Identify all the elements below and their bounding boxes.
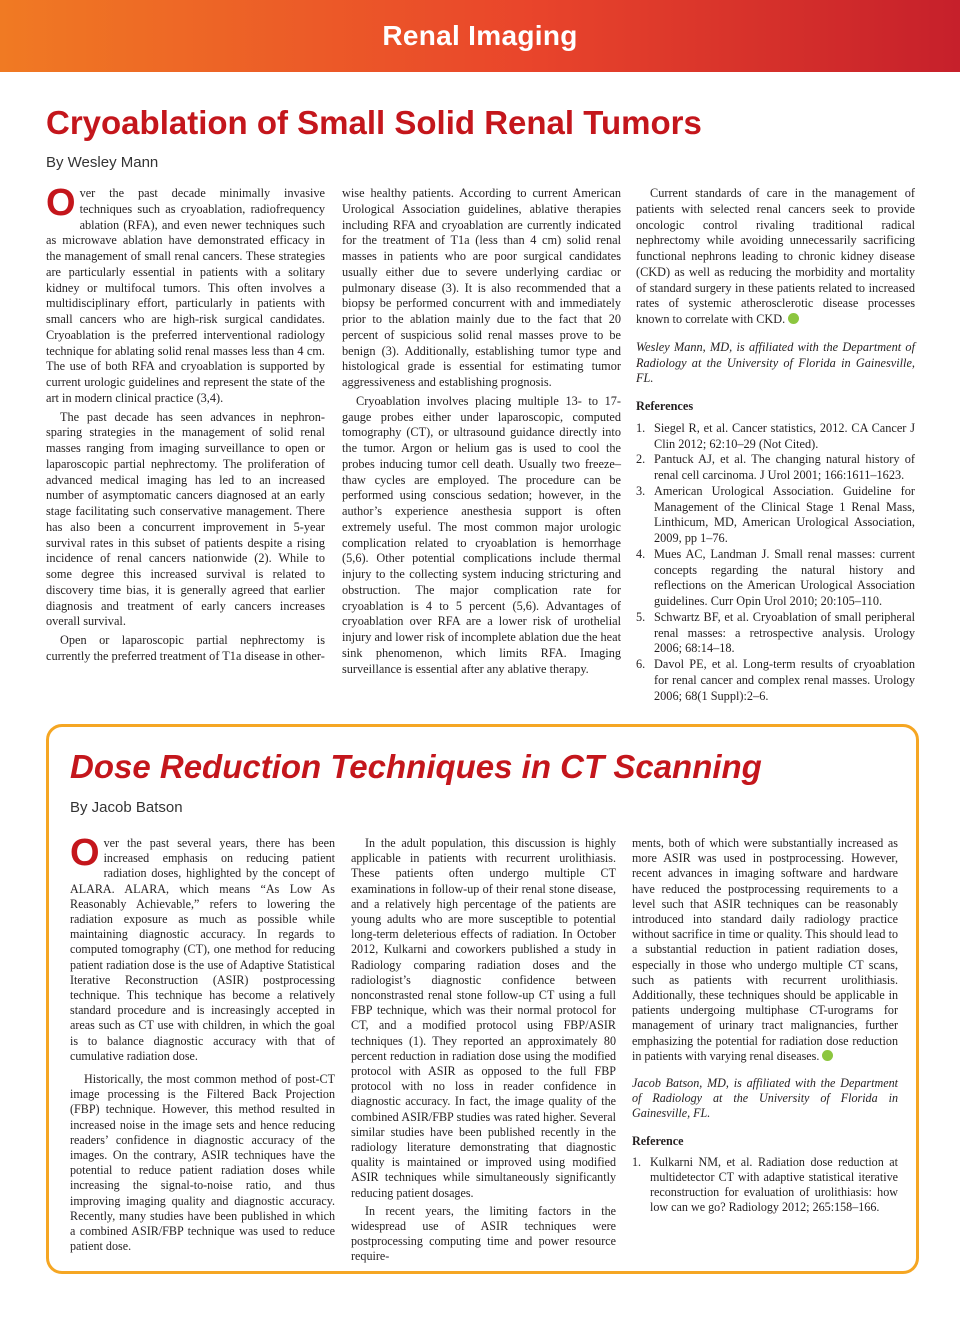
section-banner	[0, 0, 960, 72]
article1-references-heading: References	[636, 399, 694, 413]
article2-column-2	[351, 836, 616, 1265]
reference-item: 2. Pantuck AJ, et al. The changing natural history of renal cell carcinoma. J Urol 2001; 166:1611–1623.	[636, 452, 915, 482]
article1-col1-p3: Open or laparoscopic partial nephrectomy is currently the preferred treatment of T1a disease in other-	[46, 633, 325, 663]
article1-col2-p2: Cryoablation involves placing multiple 13- to 17-gauge probes either under laparoscopic, computed tomography (CT), or ultrasound guidance directly into the tumor. Argon or helium gas is used to cool the probes inducing tumor cell death. Usually two freeze–thaw cycles are employed. The procedure can be performed using conscious sedation; however, in the author’s experience anesthesia support is often extremely useful. The most common major urologic complication related to cryoablation is hemorrhage (5,6). Other potential complications include thermal injury to the collecting system inducing stricturing and obstruction. The major complication rate for cryoablation is 4 to 5 percent (5,6). Advantages of cryoablation over RFA are a lower risk of urothelial injury and lower risk of incomplete ablation due the heat sink phenomenon, which limits RFA. Imaging surveillance is essential after any ablative therapy.	[342, 393, 621, 676]
reference-item: 4. Mues AC, Landman J. Small renal masses: current concepts regarding the natural history and reflections on the American Urological Association guidelines. Curr Opin Urol 2010; 20:105–110.	[636, 546, 915, 608]
article1-reference-list	[636, 421, 915, 705]
article2-col3-p1: ments, both of which were substantially increased as more ASIR was used in postprocessing. However, recent advances in imaging software and hardware have reduced the postprocessing requirements to a level such that ASIR techniques can be reasonably introduced into standard daily radiology practice without sacrifice in time or quality. This should lead to a substantial reduction in patient radiation doses, especially in those who undergo multiple CT scans, such as patients with recurrent urolithiasis. Additionally, these techniques should be applicable in patients undergoing multiphase CT-urograms for management of urinary tract malignancies, further emphasizing the potential for radiation dose reduction in patients with varying renal diseases.	[632, 836, 898, 1063]
reference-item: 1. Kulkarni NM, et al. Radiation dose reduction at multidetector CT with adaptive statistical iterative reconstruction for evaluation of urolithiasis: how low can we go? Radiology 2012; 265:158–166.	[632, 1154, 898, 1215]
reference-item: 5. Schwartz BF, et al. Cryoablation of small peripheral renal masses: a retrospective analysis. Urology 2006; 68:14–18.	[636, 609, 915, 656]
article1-column-1	[46, 182, 325, 665]
article2-reference-list	[632, 1155, 898, 1216]
article2-column-1	[70, 832, 335, 1254]
reference-item: 3. American Urological Association. Guideline for Management of the Clinical Stage 1 Renal Mass, Linthicum, MD, American Urological Association, 2009, pp 1–76.	[636, 483, 915, 545]
article2-column-3	[632, 836, 898, 1216]
reference-item: 1. Siegel R, et al. Cancer statistics, 2012. CA Cancer J Clin 2012; 62:10–29 (Not Cited).	[636, 420, 915, 451]
end-mark-icon	[788, 313, 799, 324]
article2-col2-p1: In the adult population, this discussion is highly applicable in patients with recurrent urolithiasis. These patients often undergo multiple CT examinations in follow-up of their renal stone disease, and a relatively high percentage of the patients are young adults who are more susceptible to potential long-term deleterious effects of radiation. In October 2012, Kulkarni and coworkers published a study in Radiology comparing radiation doses and the radiologist’s diagnostic confidence between nonconstrasted renal stone follow-up CT using a full FBP technique, which was their normal protocol for CT, and a modified protocol using FBP/ASIR techniques (1). They reported an approximately 80 percent reduction in radiation dose using the modified protocol with ASIR as opposed to the full FBP protocol with no loss in reader confidence in diagnostic accuracy. In fact, the image quality of the combined ASIR/FBP studies was rated higher. Several similar studies have been published recently in the radiology literature demonstrating that diagnostic quality is maintained or improved using modified ASIR techniques while simultaneously significantly reducing patient dosages.	[351, 836, 616, 1200]
article2-affiliation: Jacob Batson, MD, is affiliated with the Department of Radiology at the University of Florida in Gainesville, FL.	[632, 1076, 898, 1121]
article1-col1-p2: The past decade has seen advances in nephron-sparing strategies in the management of solid renal masses ranging from imaging surveillance to open or laparoscopic partial nephrectomy. The proliferation of advanced medical imaging has led to an increased number of asymptomatic cancers diagnosed at an early stage facilitating such conservative management. There has also been a concurrent improvement in 5-year survival rates in this subset of patients despite a rising incidence of renal cancers nationwide (2). While to some degree this increased survival is related to discovery time bias, it is generally agreed that earlier diagnosis and treatment of early cancers increases overall survival.	[46, 409, 325, 629]
article2-dropcap: O	[70, 832, 100, 874]
article2-reference-heading: Reference	[632, 1133, 684, 1148]
article2-col1-p2: Historically, the most common method of post-CT image processing is the Filtered Back Projection (FBP) technique. However, this method resulted in increased noise in the image sets and hence reducing readers’ confidence in diagnostic accuracy of the images. On the contrary, ASIR techniques have the potential to reduce patient radiation doses while increasing the signal-to-noise ratio, and thus improving imaging quality and diagnostic accuracy. Recently, many studies have been published in which a combined ASIR/FBP technique was used to reduce patient dose.	[70, 1072, 335, 1254]
article1-col2-p1: wise healthy patients. According to current American Urological Association guidelines, ablative therapies including RFA and cryoablation are currently indicated for the treatment of T1a (less than 4 cm) solid renal masses in patients who are poor surgical candidates usually either due to severe underlying cardiac or pulmonary disease (3). It is also recommended that a biopsy be performed concurrent with and immediately prior to the ablation mainly due to the fact that 20 percent of suspicious solid renal masses prove to be benign (3). Additionally, establishing tumor type and histological grade is essential for estimating tumor aggressiveness and establishing prognosis.	[342, 186, 621, 389]
article2-byline: By Jacob Batson	[70, 799, 183, 816]
section-title: Renal Imaging	[382, 20, 578, 51]
article1-col3-p1: Current standards of care in the management of patients with selected renal cancers seek to provide oncologic control rivaling traditional radical nephrectomy while avoiding unnecessarily sacrificing functional nephrons leading to chronic kidney disease (CKD) as well as reducing the morbidity and mortality of standard surgery in these patients related to increased rates of systemic atherosclerotic disease processes known to correlate with CKD.	[636, 186, 915, 326]
article1-dropcap: O	[46, 182, 76, 224]
end-mark-icon	[822, 1050, 833, 1061]
article1-column-2	[342, 186, 621, 677]
article2-col1-p1: ver the past several years, there has been increased emphasis on reducing patient radiation doses, highlighted by the concept of ALARA. ALARA, which means “As Low As Reasonably Achievable,” refers to lowering the radiation exposure as much as possible while maintaining diagnostic accuracy. In regards to computed tomography (CT), one method for reducing patient radiation dose is the use of Adaptive Statistical Iterative Reconstruction (ASIR) postprocessing technique. This technique has become a relatively standard procedure and is increasingly accepted in areas such as CT use with children, in which the goal is to balance diagnostic accuracy with that of cumulative radiation dose.	[70, 836, 335, 1063]
article1-byline: By Wesley Mann	[46, 154, 159, 171]
article2-col2-p2: In recent years, the limiting factors in the widespread use of ASIR techniques were postprocessing computing time and power resource require-	[351, 1203, 616, 1264]
article2-title: Dose Reduction Techniques in CT Scanning	[70, 748, 762, 785]
article1-title: Cryoablation of Small Solid Renal Tumors	[46, 104, 702, 141]
article1-affiliation: Wesley Mann, MD, is affiliated with the Department of Radiology at the University of Florida in Gainesville, FL.	[636, 339, 915, 386]
article1-column-3	[636, 186, 915, 704]
reference-item: 6. Davol PE, et al. Long-term results of cryoablation for renal cancer and complex renal masses. Urology 2006; 68(1 Suppl):2–6.	[636, 657, 915, 703]
article1-col1-p1: ver the past decade minimally invasive techniques such as cryoablation, radiofrequency ablation (RFA), and even newer techniques such as microwave ablation have demonstrated efficacy in the management of small renal cancers. These strategies are particularly essential in patients with a solitary kidney or multifocal tumors. This often involves a multidisciplinary effort, particularly in patients with small cancers who are high-risk surgical candidates. Cryoablation is the preferred interventional radiology technique for ablating solid renal masses less than 4 cm. The use of both RFA and cryoablation is supported by current urologic guidelines and represent the state of the art in modern clinical practice (3,4).	[46, 186, 325, 405]
